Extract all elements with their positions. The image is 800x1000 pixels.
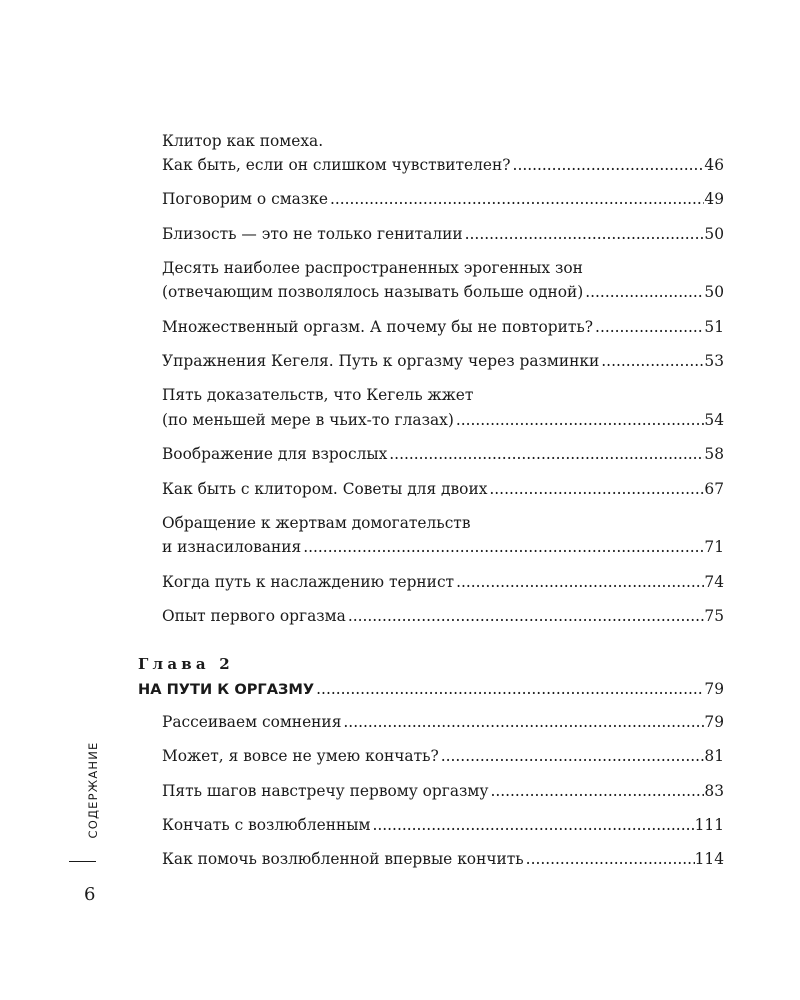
leader-dots — [488, 781, 704, 801]
toc-page-number: 50 — [704, 225, 724, 243]
chapter-title: НА ПУТИ К ОРГАЗМУ — [138, 681, 315, 698]
toc-page-number: 79 — [704, 713, 724, 731]
toc-entry-line — [162, 282, 724, 302]
leader-dots — [463, 224, 705, 244]
leader-dots — [511, 155, 705, 175]
leader-dots — [583, 282, 704, 302]
toc-entry-line — [162, 572, 724, 592]
toc-entry-text: Кончать с возлюбленным — [162, 816, 371, 834]
toc-entry-line — [162, 258, 724, 278]
toc-page-number: 114 — [694, 850, 724, 868]
page-number-rule — [69, 861, 96, 862]
toc-entry-text: Пять доказательств, что Кегель жжет — [162, 386, 474, 404]
toc-entry-text: Пять шагов навстречу первому оргазму — [162, 782, 489, 800]
leader-dots — [593, 317, 704, 337]
toc-entry-text: Десять наиболее распространенных эрогенных зон — [162, 259, 583, 277]
toc-page-number: 46 — [704, 156, 724, 174]
toc-entry-line — [162, 155, 724, 175]
side-section-text: СОДЕРЖАНИЕ — [86, 741, 100, 839]
leader-dots — [439, 746, 705, 766]
toc-page-number: 49 — [704, 190, 724, 208]
toc-entry-line — [162, 385, 724, 405]
leader-dots — [314, 679, 704, 699]
leader-dots — [341, 712, 704, 732]
toc-entry-line — [162, 537, 724, 557]
leader-dots — [346, 606, 705, 626]
leader-dots — [370, 815, 694, 835]
toc-entry-line — [162, 606, 724, 626]
leader-dots — [487, 479, 704, 499]
toc-page-number: 54 — [704, 411, 724, 429]
leader-dots — [599, 351, 704, 371]
toc-entry-line — [162, 131, 724, 151]
leader-dots — [328, 189, 704, 209]
toc-entry-line — [162, 444, 724, 464]
toc-entry-line — [162, 410, 724, 430]
side-section-label — [84, 740, 102, 840]
toc-page-number: 79 — [704, 680, 724, 698]
toc-entry-text: Клитор как помеха. — [162, 132, 324, 150]
toc-page-number: 75 — [704, 607, 724, 625]
toc-page-number: 51 — [704, 318, 724, 336]
toc-entry-text: Когда путь к наслаждению тернист — [162, 573, 455, 591]
chapter-label: Глава 2 — [138, 655, 234, 673]
toc-entry-line — [162, 351, 724, 371]
toc-entry-line — [162, 189, 724, 209]
toc-entry-text: Опыт первого оргазма — [162, 607, 346, 625]
toc-entry-text: Как быть с клитором. Советы для двоих — [162, 480, 488, 498]
toc-entry-text: и изнасилования — [162, 538, 302, 556]
toc-entry-line — [162, 317, 724, 337]
toc-entry-text: Поговорим о смазке — [162, 190, 328, 208]
leader-dots — [454, 410, 705, 430]
toc-page-number: 50 — [704, 283, 724, 301]
toc-entry-line — [162, 479, 724, 499]
toc-entry-text: Воображение для взрослых — [162, 445, 388, 463]
toc-entry-line — [162, 712, 724, 732]
toc-entry-text: Как помочь возлюбленной впервые кончить — [162, 850, 524, 868]
chapter-title-line — [138, 679, 724, 700]
toc-page-number: 67 — [704, 480, 724, 498]
toc-entry-text: Как быть, если он слишком чувствителен? — [162, 156, 511, 174]
toc-entry-text: Рассеиваем сомнения — [162, 713, 342, 731]
toc-entry-line — [162, 849, 724, 869]
toc-entry-text: Может, я вовсе не умею кончать? — [162, 747, 439, 765]
toc-page-number: 58 — [704, 445, 724, 463]
leader-dots — [524, 849, 695, 869]
toc-page-number: 71 — [704, 538, 724, 556]
page-number: 6 — [84, 884, 96, 905]
toc-entry-text: Близость — это не только гениталии — [162, 225, 463, 243]
leader-dots — [387, 444, 704, 464]
toc-page-number: 111 — [694, 816, 724, 834]
toc-entry-text: (отвечающим позволялось называть больше одной) — [162, 283, 584, 301]
toc-entry-text: Обращение к жертвам домогательств — [162, 514, 471, 532]
toc-page-number: 81 — [704, 747, 724, 765]
toc-entry-line — [162, 815, 724, 835]
toc-entry-text: Множественный оргазм. А почему бы не повторить? — [162, 318, 594, 336]
toc-entry-line — [162, 224, 724, 244]
leader-dots — [454, 572, 704, 592]
toc-entry-line — [162, 781, 724, 801]
toc-entry-line — [162, 746, 724, 766]
toc-entry-text: (по меньшей мере в чьих-то глазах) — [162, 411, 454, 429]
toc-page-number: 83 — [704, 782, 724, 800]
toc-page-number: 74 — [704, 573, 724, 591]
leader-dots — [301, 537, 704, 557]
toc-entry-line — [162, 513, 724, 533]
toc-page-number: 53 — [704, 352, 724, 370]
toc-entry-text: Упражнения Кегеля. Путь к оргазму через разминки — [162, 352, 600, 370]
